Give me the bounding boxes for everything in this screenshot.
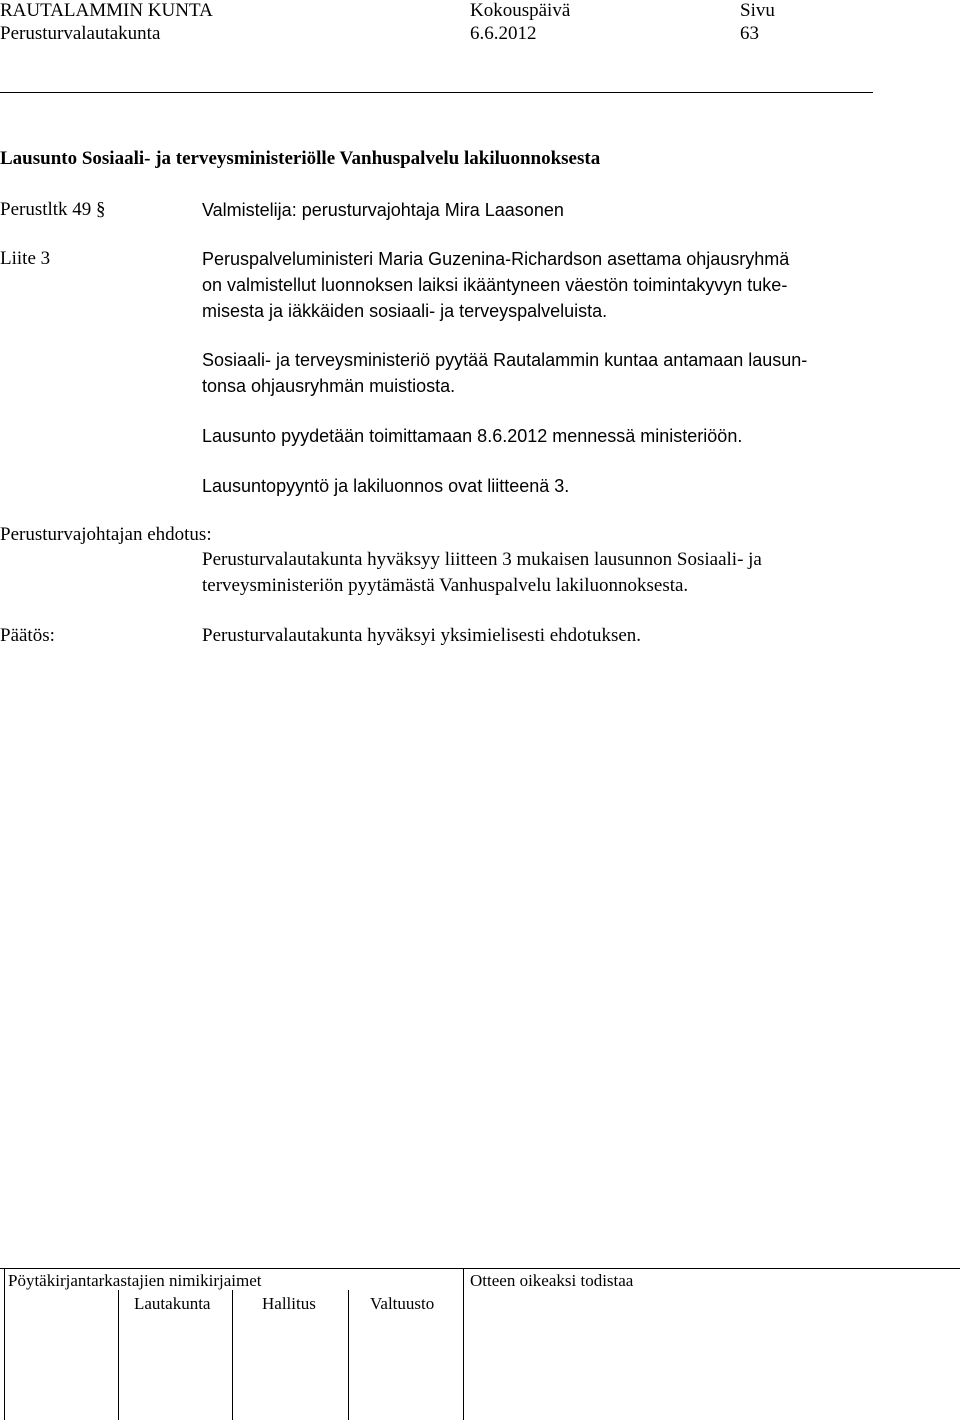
footer-col-valtuusto: Valtuusto [370,1294,435,1313]
signatures-label: Pöytäkirjantarkastajien nimikirjaimet [8,1271,262,1290]
footer-left-line [4,1268,5,1420]
proposal-label: Perusturvajohtajan ehdotus: [0,524,212,545]
paragraph-2-line-1: Sosiaali- ja terveysministeriö pyytää Rautalammin kuntaa antamaan lausun- [202,350,808,370]
org-name: RAUTALAMMIN KUNTA [0,0,213,21]
decision-text: Perusturvalautakunta hyväksyi yksimielisesti ehdotuksen. [202,625,642,646]
header-divider [0,92,873,93]
attachment-label: Liite 3 [0,248,51,269]
footer-col-divider-2 [232,1290,233,1420]
signature-footer [0,1268,960,1420]
footer-col-lautakunta: Lautakunta [134,1294,211,1313]
footer-col-divider-3 [348,1290,349,1420]
proposal-line-2: terveysministeriön pyytämästä Vanhuspalvelu lakiluonnoksesta. [202,575,689,596]
footer-col-divider-1 [118,1290,119,1420]
document-title: Lausunto Sosiaali- ja terveysministeriölle Vanhuspalvelu lakiluonnoksesta [0,148,601,169]
department-name: Perusturvalautakunta [0,23,161,44]
paragraph-1-line-3: misesta ja iäkkäiden sosiaali- ja terveyspalveluista. [202,301,608,321]
page-label: Sivu [740,0,775,21]
footer-col-hallitus: Hallitus [262,1294,316,1313]
footer-col-divider-4 [463,1268,464,1420]
paragraph-1-line-2: on valmistellut luonnoksen laiksi ikääntyneen väestön toimintakyvyn tuke- [202,275,788,295]
page-number: 63 [740,23,759,44]
paragraph-4: Lausuntopyyntö ja lakiluonnos ovat liitteenä 3. [202,476,570,496]
decision-label: Päätös: [0,625,55,646]
paragraph-3: Lausunto pyydetään toimittamaan 8.6.2012 mennessä ministeriöön. [202,426,743,446]
paragraph-2-line-2: tonsa ohjausryhmän muistiosta. [202,376,456,396]
certified-label: Otteen oikeaksi todistaa [470,1271,634,1290]
meeting-date: 6.6.2012 [470,23,537,44]
footer-top-line [0,1268,960,1269]
paragraph-1-line-1: Peruspalveluministeri Maria Guzenina-Richardson asettama ohjausryhmä [202,249,790,269]
preparer-line: Valmistelija: perusturvajohtaja Mira Laasonen [202,200,564,220]
section-number: Perustltk 49 § [0,199,106,220]
meeting-date-label: Kokouspäivä [470,0,571,21]
proposal-line-1: Perusturvalautakunta hyväksyy liitteen 3 mukaisen lausunnon Sosiaali- ja [202,549,762,570]
